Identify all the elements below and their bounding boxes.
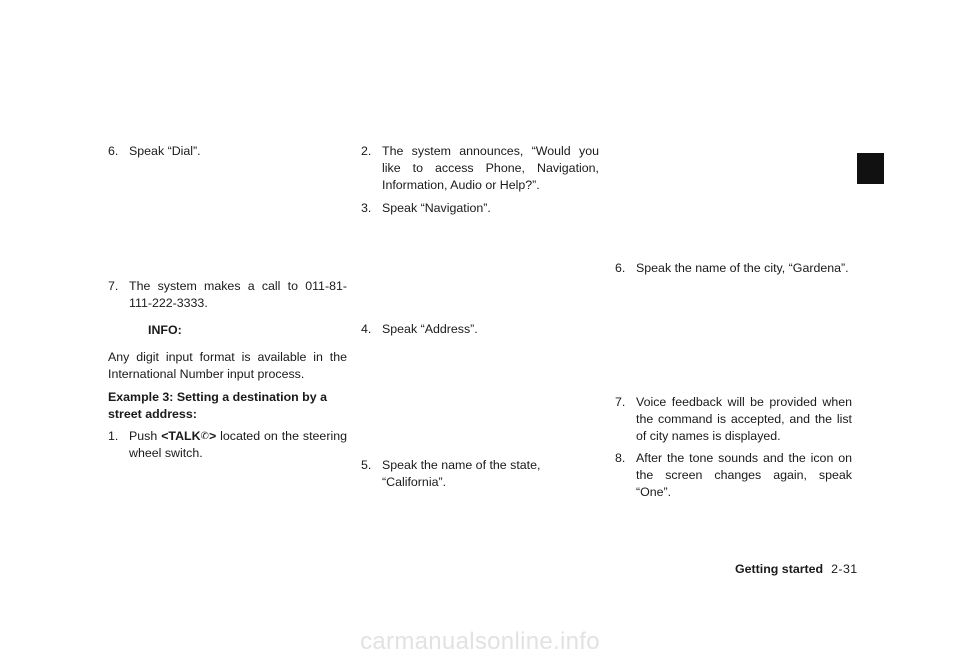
step-number: 4.: [361, 322, 372, 336]
footer-section-title: Getting started: [735, 562, 824, 576]
step-2-announce: [361, 143, 599, 194]
step-number: 3.: [361, 201, 372, 215]
step-text: Speak the name of the state, “California”.: [382, 458, 541, 489]
column-1-lower: [108, 278, 347, 462]
step-7-voice-feedback: [615, 394, 852, 445]
step-number: 7.: [615, 395, 626, 409]
column-2: [361, 143, 599, 217]
step-text: Speak the name of the city, “Gardena”.: [636, 261, 849, 275]
step-1-push-talk: [108, 428, 347, 462]
watermark-text: carmanualsonline.info: [360, 628, 600, 655]
step-number: 1.: [108, 429, 119, 443]
step-text: Speak “Address”.: [382, 322, 478, 336]
step-4-address: [361, 321, 599, 338]
chapter-thumb-tab: [857, 153, 884, 184]
column-2-step4: [361, 321, 599, 338]
step-7-call: [108, 278, 347, 312]
page-footer: [735, 561, 875, 578]
step-text-suffix: located on the steering wheel switch.: [129, 429, 347, 460]
example-heading: Example 3: Setting a destination by a street address:: [108, 390, 327, 421]
column-2-step5: [361, 457, 599, 491]
step-6-dial: [108, 143, 347, 160]
phone-icon: ✆: [200, 431, 209, 442]
column-3-lower: [615, 394, 852, 501]
info-heading: INFO:: [148, 323, 182, 337]
step-text: After the tone sounds and the icon on the screen changes again, speak “One”.: [636, 451, 852, 499]
step-text-prefix: Push: [129, 429, 162, 443]
page-number: 2-31: [831, 562, 858, 576]
step-number: 6.: [615, 261, 626, 275]
step-number: 7.: [108, 279, 119, 293]
step-text: Speak “Dial”.: [129, 144, 201, 158]
step-number: 8.: [615, 451, 626, 465]
talk-button-close: >: [208, 429, 217, 443]
column-3-step6: [615, 260, 852, 277]
step-3-navigation: [361, 200, 599, 217]
talk-button-label: <TALK: [161, 429, 201, 443]
step-text: The system makes a call to 011-81-111-222-3333.: [129, 279, 347, 310]
step-number: 6.: [108, 144, 119, 158]
step-number: 5.: [361, 458, 372, 472]
column-1: [108, 143, 347, 160]
step-text: The system announces, “Would you like to access Phone, Navigation, Information, Audio or Help?”.: [382, 144, 599, 192]
info-text: Any digit input format is available in the International Number input process.: [108, 350, 347, 381]
step-5-state: [361, 457, 599, 491]
step-text: Speak “Navigation”.: [382, 201, 491, 215]
step-8-tone: [615, 450, 852, 501]
step-6-city: [615, 260, 852, 277]
step-number: 2.: [361, 144, 372, 158]
step-text: Voice feedback will be provided when the command is accepted, and the list of city names is displayed.: [636, 395, 852, 443]
